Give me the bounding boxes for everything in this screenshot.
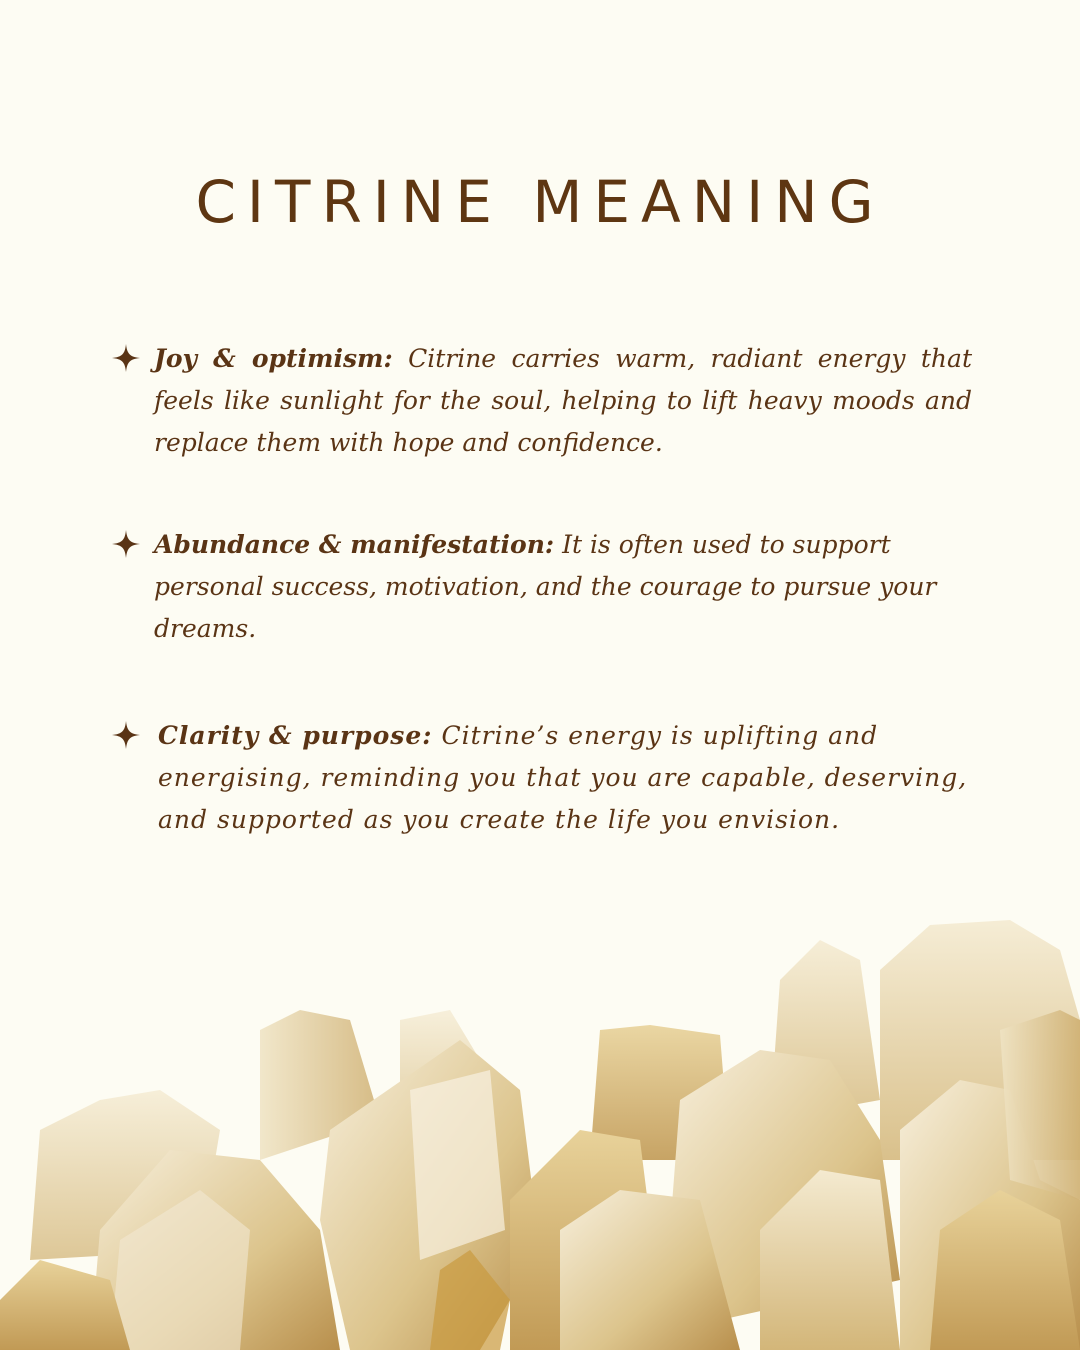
meaning-text bbox=[154, 524, 972, 650]
meaning-lead: Joy & optimism: bbox=[154, 344, 393, 373]
meaning-text bbox=[154, 338, 972, 464]
meaning-description: It is often used to support personal success, motivation, and the courage to pursue your dreams. bbox=[154, 530, 937, 643]
meaning-lead: Abundance & manifestation: bbox=[154, 530, 555, 559]
meaning-description: Citrine’s energy is uplifting and energising, reminding you that you are capable, deserving, and supported as you create the life you envision. bbox=[158, 721, 968, 834]
sparkle-star-icon bbox=[112, 344, 140, 372]
meaning-lead: Clarity & purpose: bbox=[158, 721, 433, 750]
page-title: CITRINE MEANING bbox=[195, 168, 885, 236]
meaning-description: Citrine carries warm, radiant energy that feels like sunlight for the soul, helping to lift heavy moods and replace them with hope and confidence. bbox=[154, 344, 972, 457]
meaning-text bbox=[158, 715, 972, 841]
citrine-crystal-image bbox=[0, 900, 1080, 1350]
sparkle-star-icon bbox=[112, 721, 140, 749]
sparkle-star-icon bbox=[112, 530, 140, 558]
